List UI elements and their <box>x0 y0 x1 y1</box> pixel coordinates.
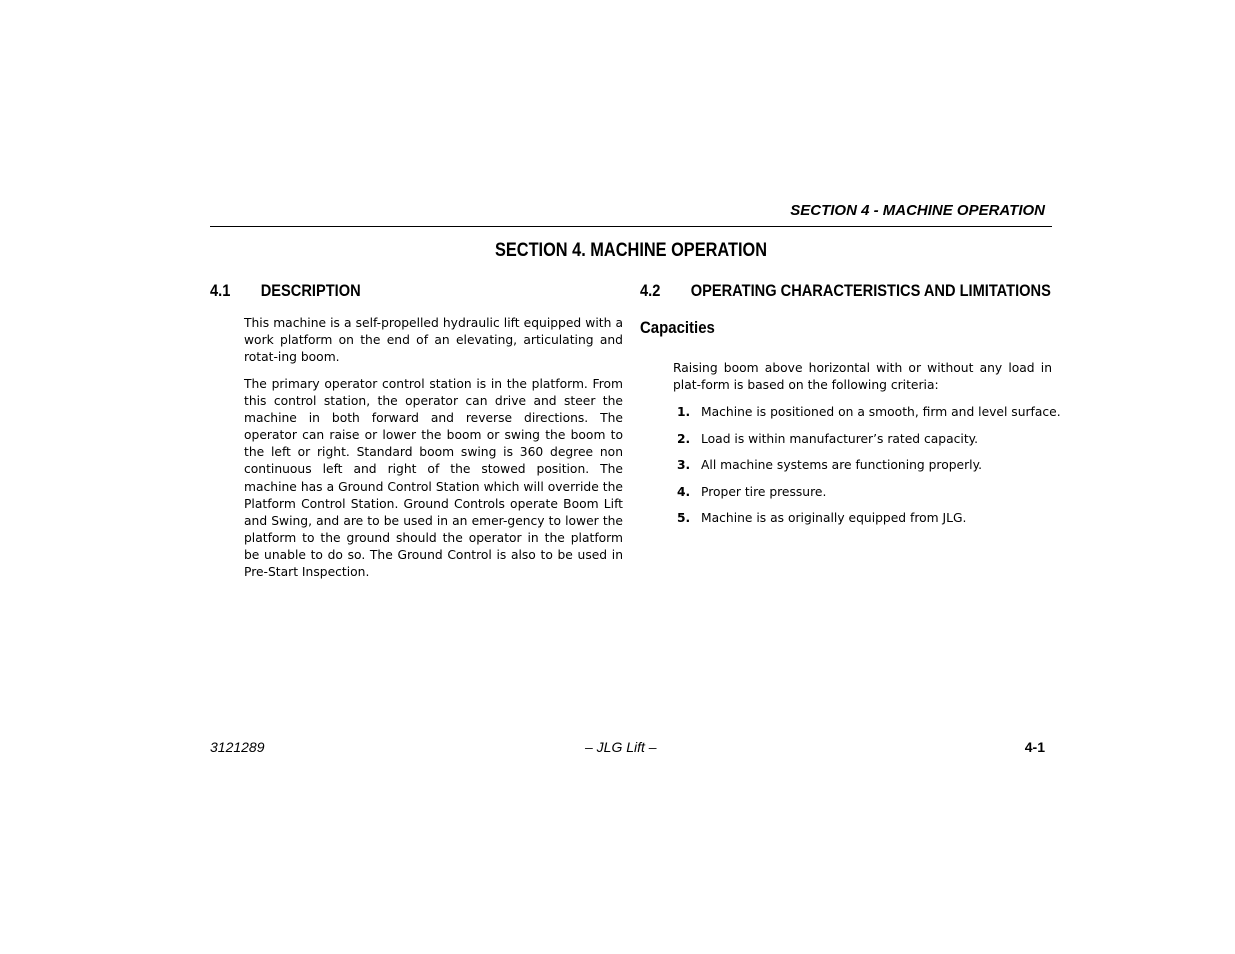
heading-4-1 <box>210 281 361 301</box>
capacities-subheading: Capacities <box>640 318 715 337</box>
list-item-text: All machine systems are functioning properly. <box>701 458 983 473</box>
list-item-number: 5. <box>677 511 691 526</box>
list-item-text: Machine is positioned on a smooth, firm and level surface. <box>701 405 1061 419</box>
list-item-number: 1. <box>677 405 691 419</box>
list-item-number: 2. <box>677 431 691 446</box>
list-item-text: Proper tire pressure. <box>701 484 827 499</box>
list-item-number: 4. <box>677 484 691 499</box>
list-item-text: Load is within manufacturer’s rated capacity. <box>701 431 979 446</box>
heading-4-2-number: 4.2 <box>640 281 661 300</box>
footer-doc-number: 3121289 <box>210 739 265 755</box>
section-title: SECTION 4. MACHINE OPERATION <box>494 240 768 261</box>
list-item <box>677 484 1057 511</box>
footer-center-text: – JLG Lift – <box>585 739 657 755</box>
heading-4-2 <box>640 281 1051 301</box>
header-rule <box>210 226 1052 227</box>
list-item <box>677 431 1057 458</box>
heading-4-2-title: OPERATING CHARACTERISTICS AND LIMITATIONS <box>690 281 1051 300</box>
capacities-intro: Raising boom above horizontal with or without any load in plat-form is based on the following criteria: <box>673 361 1052 393</box>
heading-4-1-number: 4.1 <box>210 281 231 300</box>
running-header: SECTION 4 - MACHINE OPERATION <box>790 202 1045 219</box>
list-item-text: Machine is as originally equipped from JLG. <box>701 511 967 526</box>
footer-page-number: 4-1 <box>1024 739 1045 755</box>
description-paragraph-1: This machine is a self-propelled hydraulic lift equipped with a work platform on the end of an elevating, articulating and rotat-ing boom. <box>244 316 623 365</box>
list-item <box>677 404 1061 431</box>
list-item <box>677 457 1057 484</box>
criteria-list <box>677 404 1061 537</box>
heading-4-1-title: DESCRIPTION <box>260 281 361 300</box>
description-paragraph-2: The primary operator control station is in the platform. From this control station, the operator can drive and steer the machine in both forward and reverse directions. The operator can raise or lower the boom or swing the boom to the left or right. Standard boom swing is 360 degree non continuous left and right of the stowed position. The machine has a Ground Control Station which will override the Platform Control Station. Ground Controls operate Boom Lift and Swing, and are to be used in an emer-gency to lower the platform to the ground should the operator in the platform be unable to do so. The Ground Control is also to be used in Pre-Start Inspection. <box>244 377 623 580</box>
list-item <box>677 510 1057 537</box>
list-item-number: 3. <box>677 458 691 473</box>
